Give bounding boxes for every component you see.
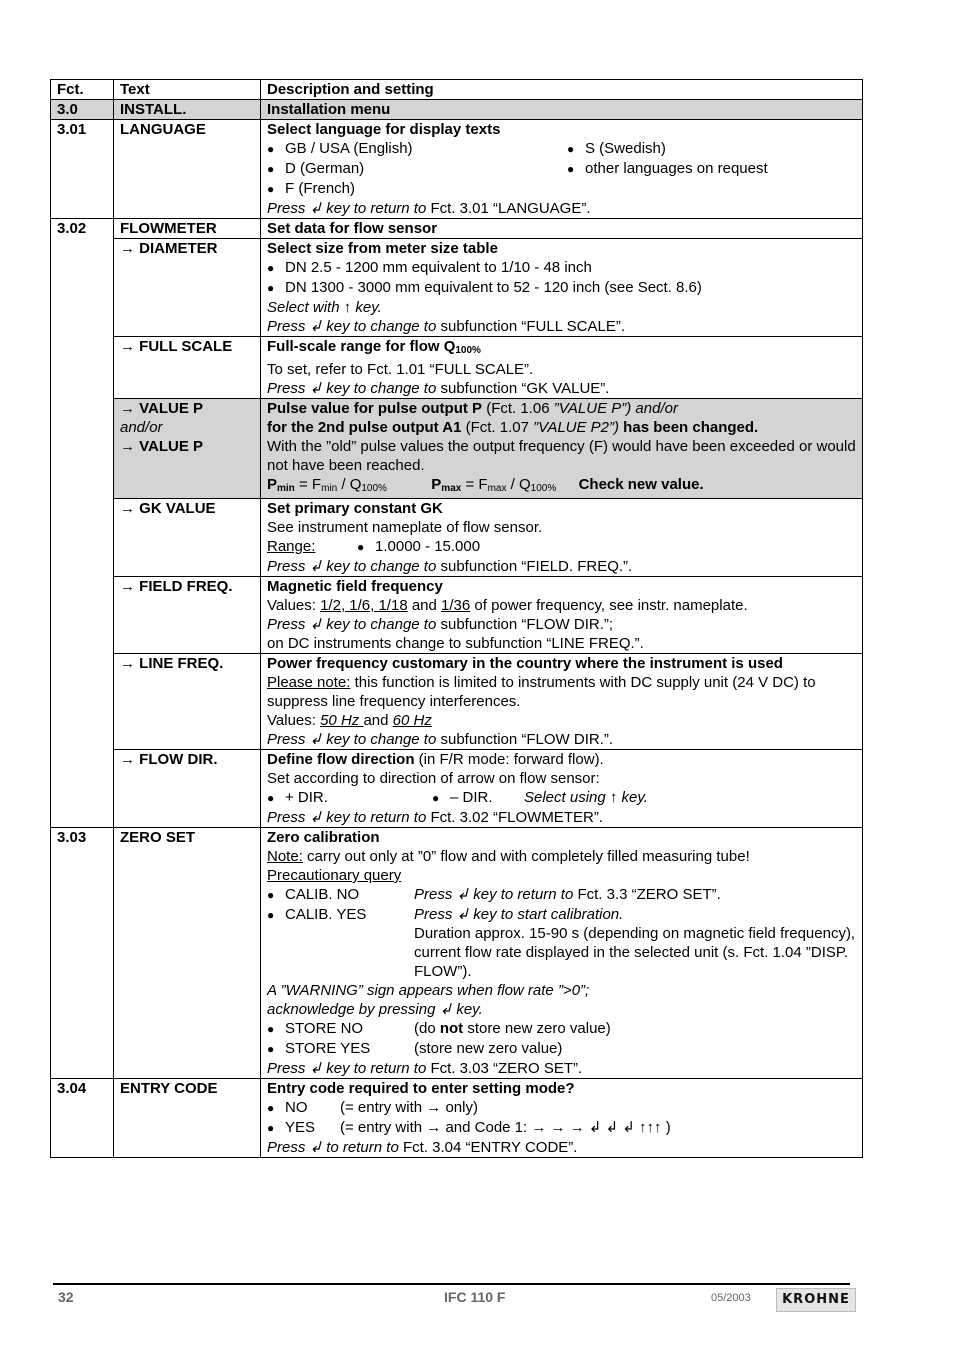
values-2: 1/36 — [441, 597, 471, 614]
entry-yes-label: ● YES — [267, 1118, 340, 1138]
text-flow-dir: → FLOW DIR. — [114, 750, 261, 828]
press-target: Fct. 3.04 “ENTRY CODE”. — [398, 1139, 578, 1156]
press-target: Fct. 3.3 “ZERO SET”. — [573, 886, 721, 903]
krohne-logo: KROHNE — [776, 1288, 856, 1312]
bold-part: Define flow direction — [267, 751, 415, 768]
bold-part-2: has been changed. — [619, 419, 759, 436]
note-label: Please note: — [267, 674, 351, 691]
zero-note — [267, 847, 856, 866]
store-yes: ● STORE YES — [267, 1039, 414, 1059]
store-yes-desc: (store new zero value) — [414, 1040, 563, 1057]
entry-no — [267, 1098, 856, 1118]
lang-opt-en: ● GB / USA (English) — [267, 139, 567, 159]
text-flowmeter: FLOWMETER — [114, 219, 261, 239]
calib-yes: ● CALIB. YES — [267, 905, 414, 981]
lang-opt-fr: ● F (French) — [267, 179, 856, 199]
values-and: and — [363, 712, 393, 729]
italic-part: ”VALUE P2”) — [533, 419, 620, 436]
div2: / Q — [506, 476, 531, 493]
function-table — [50, 79, 863, 1158]
press-italic: Press ↲ to return to — [267, 1139, 399, 1156]
language-press — [267, 199, 856, 218]
fct-3-02: 3.02 — [51, 219, 114, 828]
value-p-formula — [267, 475, 856, 498]
flow-dir-options — [267, 788, 856, 808]
entry-press — [267, 1138, 856, 1157]
gk-title: Set primary constant GK — [267, 500, 443, 517]
row-3-01 — [51, 120, 863, 219]
press-italic: Press ↲ key to change to — [267, 558, 437, 575]
table-header — [51, 80, 863, 100]
pmax-symbol: P — [431, 476, 442, 493]
values-prefix: Values: — [267, 712, 321, 729]
language-title: Select language for display texts — [267, 121, 501, 138]
press-italic: Press ↲ key to return to — [267, 809, 427, 826]
full-scale-press — [267, 379, 856, 398]
text-value-p — [114, 399, 261, 499]
range-label: Range: — [267, 538, 316, 555]
language-row-1 — [267, 139, 856, 159]
fct-3-04: 3.04 — [51, 1079, 114, 1158]
lang-opt-other: ● other languages on request — [567, 159, 768, 179]
dir-minus: ● – DIR. — [432, 788, 524, 808]
diameter-bullet-2: ● DN 1300 - 3000 mm equivalent to 52 - 120 inch (see Sect. 8.6) — [267, 278, 856, 298]
diameter-bullet-1: ● DN 2.5 - 1200 mm equivalent to 1/10 - 48 inch — [267, 258, 856, 278]
title-subscript: 100% — [455, 345, 481, 356]
values-and: and — [407, 597, 442, 614]
store-no-bold: not — [439, 1020, 464, 1037]
zero-query: Precautionary query — [267, 867, 402, 884]
text-entry-code: ENTRY CODE — [114, 1079, 261, 1158]
press-target: Fct. 3.02 “FLOWMETER”. — [426, 809, 603, 826]
press-italic: Press ↲ key to start calibration. — [414, 906, 624, 923]
press-italic: Press ↲ key to return to — [414, 886, 574, 903]
normal-part: (in F/R mode: forward flow). — [414, 751, 604, 768]
q1-sub: 100% — [361, 483, 387, 494]
desc-flow-dir — [261, 750, 863, 828]
press-target: subfunction “GK VALUE”. — [436, 380, 610, 397]
zero-warning-1: A ”WARNING” sign appears when flow rate ”>0”; — [267, 982, 590, 999]
text-diameter: → DIAMETER — [114, 239, 261, 337]
zero-calib-yes — [267, 905, 856, 981]
press-italic: Press ↲ key to change to — [267, 616, 437, 633]
desc-diameter — [261, 239, 863, 337]
document-date: 05/2003 — [711, 1292, 751, 1304]
gk-range — [267, 537, 856, 557]
line-press — [267, 730, 856, 749]
document-name: IFC 110 F — [444, 1289, 506, 1305]
fct-3-03: 3.03 — [51, 828, 114, 1079]
note-label: Note: — [267, 848, 303, 865]
row-gk-value — [51, 499, 863, 577]
q2-sub: 100% — [530, 483, 557, 494]
entry-title: Entry code required to enter setting mode? — [267, 1080, 575, 1097]
desc-entry-code — [261, 1079, 863, 1158]
eq1: = F — [294, 476, 322, 493]
text-language: LANGUAGE — [114, 120, 261, 219]
field-dc-note: on DC instruments change to subfunction “LINE FREQ.”. — [267, 635, 644, 652]
zero-calib-no — [267, 885, 856, 905]
desc-full-scale — [261, 337, 863, 399]
text-install: INSTALL. — [114, 100, 261, 120]
fmin-sub: min — [321, 483, 338, 494]
store-no-a: (do — [414, 1020, 440, 1037]
press-target: subfunction “FIELD. FREQ.”. — [436, 558, 633, 575]
press-italic: Press ↲ key to change to — [267, 731, 437, 748]
title-text: Full-scale range for flow Q — [267, 338, 456, 355]
dir-select: Select using ↑ key. — [524, 789, 648, 806]
row-value-p — [51, 399, 863, 499]
check-new-value: Check new value. — [578, 476, 704, 493]
store-no-desc — [414, 1019, 611, 1039]
row-3-04 — [51, 1079, 863, 1158]
pmax-sub: max — [441, 483, 462, 494]
fct-3-01: 3.01 — [51, 120, 114, 219]
press-target: subfunction “FLOW DIR.”; — [436, 616, 614, 633]
language-row-2 — [267, 159, 856, 179]
value-p-label-1: → VALUE P — [120, 400, 204, 417]
press-italic: Press ↲ key to change to — [267, 380, 437, 397]
pmin-sub: min — [277, 483, 295, 494]
store-no-c: store new zero value) — [463, 1020, 611, 1037]
flow-dir-press — [267, 808, 856, 827]
values-2: 60 Hz — [392, 712, 432, 729]
desc-zero-set — [261, 828, 863, 1079]
line-title: Power frequency customary in the country where the instrument is used — [267, 655, 783, 672]
bold-part: for the 2nd pulse output A1 — [267, 419, 462, 436]
press-target: subfunction “FULL SCALE”. — [436, 318, 626, 335]
diameter-title: Select size from meter size table — [267, 240, 498, 257]
values-suffix: of power frequency, see instr. nameplate. — [470, 597, 748, 614]
desc-line-freq — [261, 654, 863, 750]
press-italic: Press ↲ key to change to — [267, 318, 437, 335]
line-values — [267, 711, 856, 730]
desc-gk-value — [261, 499, 863, 577]
row-3-0 — [51, 100, 863, 120]
press-target: Fct. 3.03 “ZERO SET”. — [426, 1060, 583, 1077]
dir-plus: ● + DIR. — [267, 788, 432, 808]
press-target: subfunction “FLOW DIR.”. — [436, 731, 614, 748]
flow-dir-title — [267, 750, 856, 769]
row-flow-dir — [51, 750, 863, 828]
entry-yes-desc: (= entry with → and Code 1: → → → ↲ ↲ ↲ ↑↑↑ ) — [340, 1119, 671, 1136]
eq2: = F — [461, 476, 488, 493]
line-note — [267, 673, 856, 711]
bold-part: Pulse value for pulse output P — [267, 400, 483, 417]
calib-no-desc — [414, 885, 721, 905]
page-number: 32 — [58, 1289, 74, 1305]
normal-part: (Fct. 1.07 — [461, 419, 534, 436]
diameter-select: Select with ↑ key. — [267, 299, 382, 316]
row-field-freq — [51, 577, 863, 654]
desc-value-p — [261, 399, 863, 499]
normal-part: (Fct. 1.06 — [482, 400, 554, 417]
store-no: ● STORE NO — [267, 1019, 414, 1039]
row-3-02 — [51, 219, 863, 239]
text-line-freq: → LINE FREQ. — [114, 654, 261, 750]
row-3-03 — [51, 828, 863, 1079]
full-scale-title — [267, 337, 856, 360]
diameter-press — [267, 317, 856, 336]
zero-store-no — [267, 1019, 856, 1039]
gk-nameplate: See instrument nameplate of flow sensor. — [267, 519, 543, 536]
press-italic: Press ↲ key to return to — [267, 200, 427, 217]
desc-language — [261, 120, 863, 219]
value-p-line-3: With the ”old” pulse values the output frequency (F) would have been exceeded or would not have been reached. — [267, 438, 856, 474]
value-p-andor: and/or — [120, 419, 163, 436]
flow-dir-set: Set according to direction of arrow on flow sensor: — [267, 770, 600, 787]
note-text: carry out only at ”0” flow and with completely filled measuring tube! — [302, 848, 750, 865]
full-scale-ref: To set, refer to Fct. 1.01 “FULL SCALE”. — [267, 361, 534, 378]
field-press — [267, 615, 856, 634]
text-zero-set: ZERO SET — [114, 828, 261, 1079]
note-text: this function is limited to instruments with DC supply unit (24 V DC) to suppress line frequency interferences. — [267, 674, 816, 710]
values-prefix: Values: — [267, 597, 321, 614]
press-target: Fct. 3.01 “LANGUAGE”. — [426, 200, 591, 217]
gk-press — [267, 557, 856, 576]
value-p-line-2 — [267, 418, 856, 437]
values-1: 1/2, 1/6, 1/18 — [320, 597, 408, 614]
header-text: Text — [114, 80, 261, 100]
row-diameter — [51, 239, 863, 337]
italic-part: ”VALUE P”) and/or — [553, 400, 678, 417]
value-p-label-2: → VALUE P — [120, 438, 204, 455]
row-full-scale — [51, 337, 863, 399]
zero-press — [267, 1059, 856, 1078]
zero-title: Zero calibration — [267, 829, 380, 846]
text-full-scale: → FULL SCALE — [114, 337, 261, 399]
calib-duration: Duration approx. 15-90 s (depending on magnetic field frequency), current flow rate displayed in the selected unit (s. Fct. 1.04 ”DISP. FLOW”). — [414, 925, 856, 980]
press-italic: Press ↲ key to return to — [267, 1060, 427, 1077]
calib-no: ● CALIB. NO — [267, 885, 414, 905]
entry-no-desc: (= entry with → only) — [340, 1099, 478, 1116]
header-fct: Fct. — [51, 80, 114, 100]
range-value: ● 1.0000 - 15.000 — [357, 538, 480, 555]
entry-no-label: ● NO — [267, 1098, 340, 1118]
text-gk-value: → GK VALUE — [114, 499, 261, 577]
lang-opt-sv: ● S (Swedish) — [567, 139, 666, 159]
header-desc: Description and setting — [261, 80, 863, 100]
footer-rule — [53, 1283, 850, 1285]
lang-opt-de: ● D (German) — [267, 159, 567, 179]
zero-warning-2: acknowledge by pressing ↲ key. — [267, 1001, 483, 1018]
field-title: Magnetic field frequency — [267, 578, 443, 595]
pmin-symbol: P — [267, 476, 278, 493]
value-p-line-1 — [267, 399, 856, 418]
field-values — [267, 596, 856, 615]
row-line-freq — [51, 654, 863, 750]
entry-yes — [267, 1118, 856, 1138]
zero-store-yes — [267, 1039, 856, 1059]
desc-field-freq — [261, 577, 863, 654]
fmax-sub: max — [487, 483, 507, 494]
div1: / Q — [337, 476, 362, 493]
fct-3-0: 3.0 — [51, 100, 114, 120]
desc-install: Installation menu — [261, 100, 863, 120]
text-field-freq: → FIELD FREQ. — [114, 577, 261, 654]
values-1: 50 Hz — [320, 712, 364, 729]
desc-flowmeter: Set data for flow sensor — [261, 219, 863, 239]
calib-yes-desc — [414, 905, 856, 981]
